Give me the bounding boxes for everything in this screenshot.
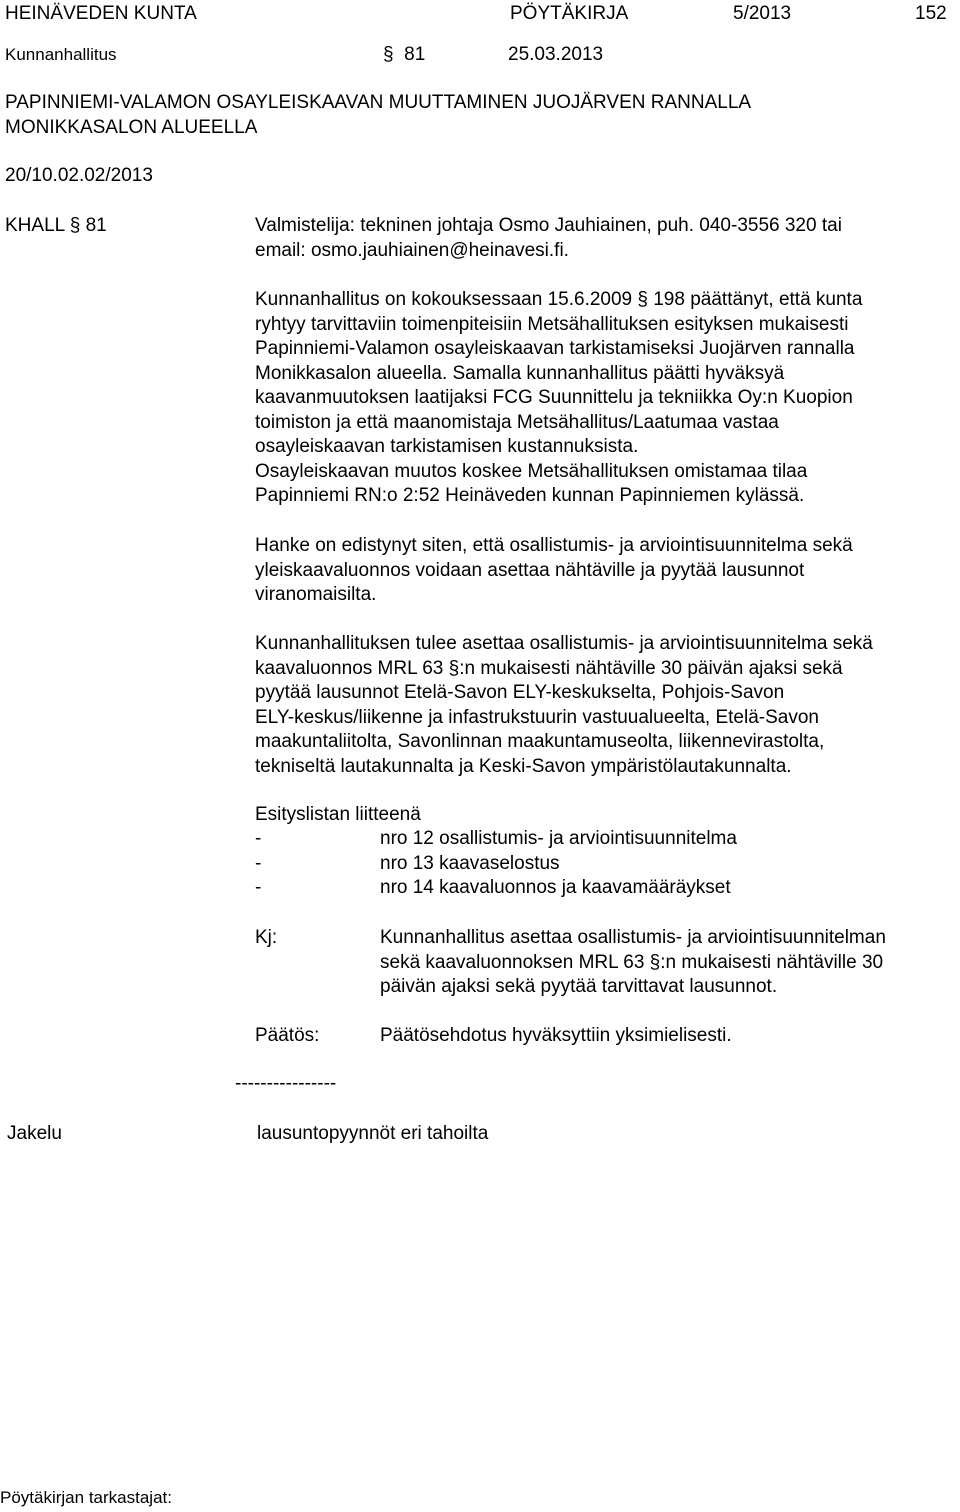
paragraph-line: kaavanmuutoksen laatijaksi FCG Suunnittelu ja tekniikka Oy:n Kuopion xyxy=(255,387,853,408)
separator-line: ---------------- xyxy=(235,1073,337,1094)
attachment-dash: - xyxy=(255,853,262,874)
attachment-text: nro 12 osallistumis- ja arviointisuunnitelma xyxy=(380,828,737,849)
preparer-line-2: email: osmo.jauhiainen@heinavesi.fi. xyxy=(255,240,569,261)
paragraph-line: osayleiskaavan tarkistamisen kustannuksista. xyxy=(255,436,639,457)
decision-text: Päätösehdotus hyväksyttiin yksimielisesti. xyxy=(380,1025,732,1046)
proposal-line: päivän ajaksi sekä pyytää tarvittavat lausunnot. xyxy=(380,976,778,997)
attachment-text: nro 13 kaavaselostus xyxy=(380,853,560,874)
reviewers-label: Pöytäkirjan tarkastajat: xyxy=(0,1488,172,1507)
paragraph-line: ELY-keskus/liikenne ja infastrukstuurin vastuualueelta, Etelä-Savon xyxy=(255,706,819,728)
decision-label: Päätös: xyxy=(255,1025,320,1046)
page-number: 152 xyxy=(915,3,947,24)
proposal-label: Kj: xyxy=(255,927,278,948)
meeting-date: 25.03.2013 xyxy=(508,44,604,65)
attachment-item xyxy=(255,876,731,901)
attachments-heading: Esityslistan liitteenä xyxy=(255,804,421,825)
item-title-line-1: PAPINNIEMI-VALAMON OSAYLEISKAAVAN MUUTTAMINEN JUOJÄRVEN RANNALLA xyxy=(5,92,752,113)
paragraph-line: Osayleiskaavan muutos koskee Metsähallituksen omistamaa tilaa xyxy=(255,460,808,482)
paragraph-line: ryhtyy tarvittaviin toimenpiteisiin Metsähallituksen esityksen mukaisesti xyxy=(255,313,849,335)
reference-number: 20/10.02.02/2013 xyxy=(5,165,153,186)
distribution-text: lausuntopyynnöt eri tahoilta xyxy=(257,1123,489,1144)
attachment-dash: - xyxy=(255,828,262,849)
paragraph-line: maakuntaliitolta, Savonlinnan maakuntamuseolta, liikennevirastolta, xyxy=(255,731,825,752)
attachment-text: nro 14 kaavaluonnos ja kaavamääräykset xyxy=(380,877,731,898)
item-title-line-2: MONIKKASALON ALUEELLA xyxy=(5,117,258,138)
document-number: 5/2013 xyxy=(733,3,792,24)
paragraph-line: Kunnanhallituksen tulee asettaa osallistumis- ja arviointisuunnitelma sekä xyxy=(255,633,873,654)
paragraph-line: Papinniemi RN:o 2:52 Heinäveden kunnan Papinniemen kylässä. xyxy=(255,485,805,506)
proposal-line: Kunnanhallitus asettaa osallistumis- ja arviointisuunnitelman xyxy=(380,927,886,948)
proposal-line: sekä kaavaluonnoksen MRL 63 §:n mukaisesti nähtäville 30 xyxy=(380,951,884,973)
item-label: KHALL § 81 xyxy=(5,215,107,236)
body-name: Kunnanhallitus xyxy=(5,45,117,64)
paragraph-line: tekniseltä lautakunnalta ja Keski-Savon ympäristölautakunnalta. xyxy=(255,755,792,777)
paragraph-line: Kunnanhallitus on kokouksessaan 15.6.2009 § 198 päättänyt, että kunta xyxy=(255,289,863,310)
paragraph-background xyxy=(255,288,955,509)
proposal-text xyxy=(380,926,886,1000)
paragraph-line: viranomaisilta. xyxy=(255,584,377,605)
municipality-name: HEINÄVEDEN KUNTA xyxy=(5,3,197,24)
distribution-label: Jakelu xyxy=(7,1123,62,1144)
paragraph-line: Papinniemi-Valamon osayleiskaavan tarkistamiseksi Juojärven rannalla xyxy=(255,338,855,359)
paragraph-line: yleiskaavaluonnos voidaan asettaa nähtäville ja pyytää lausunnot xyxy=(255,559,805,581)
paragraph-requirements xyxy=(255,632,955,779)
paragraph-progress xyxy=(255,534,955,608)
attachment-dash: - xyxy=(255,877,262,898)
paragraph-line: Hanke on edistynyt siten, että osallistumis- ja arviointisuunnitelma sekä xyxy=(255,535,853,556)
paragraph-line: pyytää lausunnot Etelä-Savon ELY-keskukselta, Pohjois-Savon xyxy=(255,682,785,703)
section-number: § 81 xyxy=(383,44,426,65)
attachment-item xyxy=(255,852,560,877)
preparer-line-1: Valmistelija: tekninen johtaja Osmo Jauhiainen, puh. 040-3556 320 tai xyxy=(255,215,842,236)
paragraph-line: kaavaluonnos MRL 63 §:n mukaisesti nähtäville 30 päivän ajaksi sekä xyxy=(255,657,843,679)
paragraph-line: Monikkasalon alueella. Samalla kunnanhallitus päätti hyväksyä xyxy=(255,362,785,384)
section-number-value: 81 xyxy=(404,44,426,65)
attachment-item xyxy=(255,827,737,852)
document-type: PÖYTÄKIRJA xyxy=(510,3,629,24)
paragraph-line: toimiston ja että maanomistaja Metsähallitus/Laatumaa vastaa xyxy=(255,411,779,433)
